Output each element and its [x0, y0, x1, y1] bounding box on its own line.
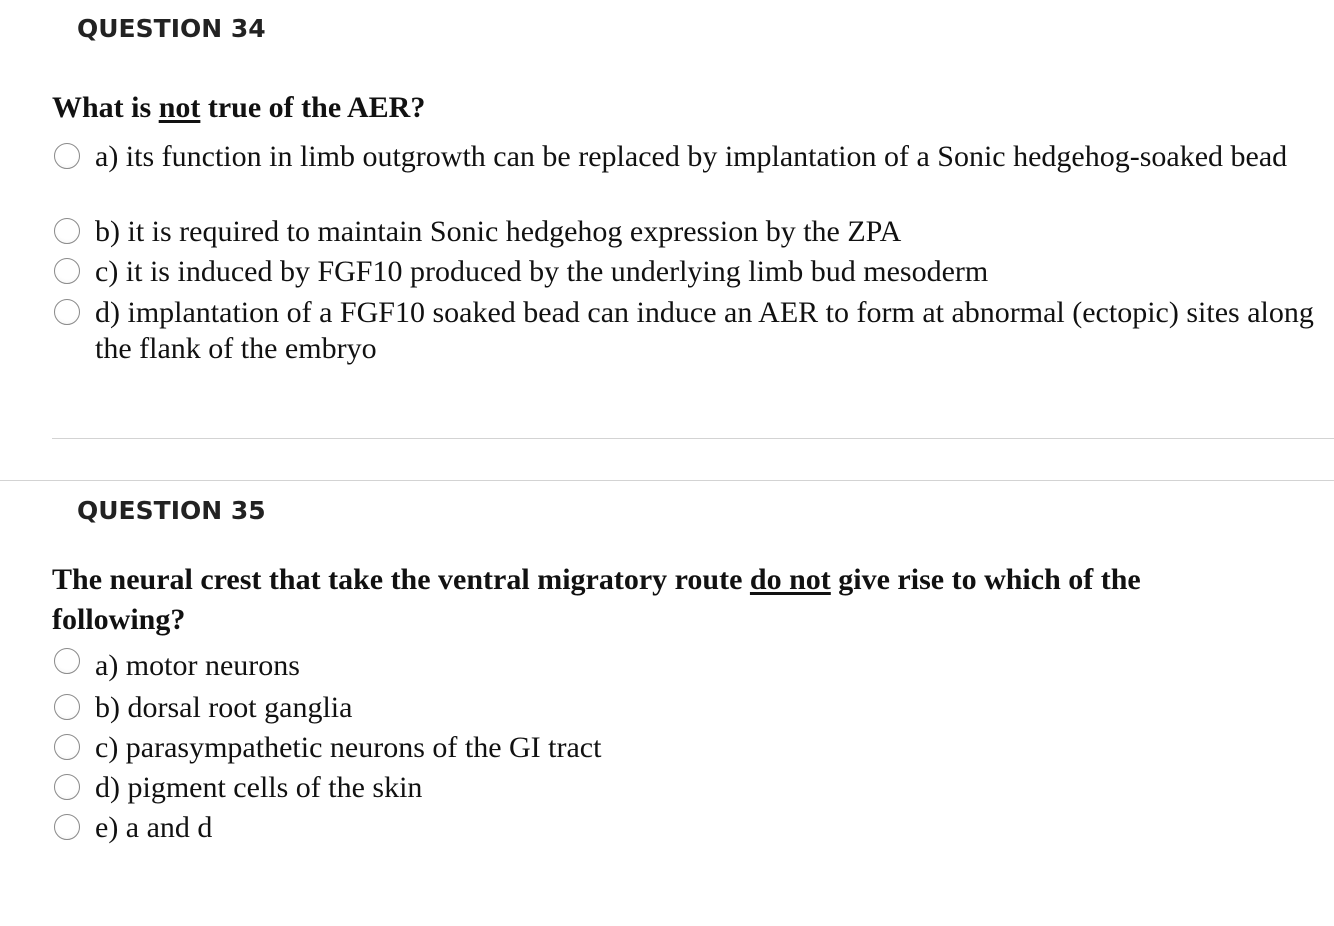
question-34-stem [52, 88, 1272, 128]
radio-button[interactable] [54, 299, 80, 325]
question-35-stem [52, 560, 1272, 640]
option-label: b) it is required to maintain Sonic hedgehog expression by the ZPA [95, 215, 902, 248]
q35-option-d[interactable] [54, 770, 1324, 806]
option-label: a) motor neurons [95, 649, 300, 682]
radio-button[interactable] [54, 734, 80, 760]
option-label: e) a and d [95, 811, 213, 844]
stem-emphasis: not [158, 91, 201, 124]
q34-option-a[interactable] [54, 139, 1324, 175]
option-label: d) pigment cells of the skin [95, 771, 423, 804]
stem-text: What is [52, 91, 152, 124]
q34-option-d[interactable] [54, 295, 1324, 367]
q35-option-a[interactable] [54, 648, 1324, 684]
option-label: c) it is induced by FGF10 produced by the underlying limb bud mesoderm [95, 255, 989, 288]
divider [52, 438, 1334, 439]
q35-option-c[interactable] [54, 730, 1324, 766]
option-label: c) parasympathetic neurons of the GI tract [95, 731, 602, 764]
q35-option-e[interactable] [54, 810, 1324, 846]
question-35-header: QUESTION 35 [77, 496, 266, 525]
radio-button[interactable] [54, 814, 80, 840]
q34-option-b[interactable] [54, 214, 1324, 250]
radio-button[interactable] [54, 774, 80, 800]
radio-button[interactable] [54, 143, 80, 169]
radio-button[interactable] [54, 218, 80, 244]
q34-option-c[interactable] [54, 254, 1324, 290]
stem-text: true of the AER? [207, 91, 426, 124]
question-34-header: QUESTION 34 [77, 14, 266, 43]
divider [0, 480, 1334, 481]
stem-text: The neural crest that take the ventral migratory route [52, 563, 743, 596]
option-label: b) dorsal root ganglia [95, 691, 353, 724]
q35-option-b[interactable] [54, 690, 1324, 726]
radio-button[interactable] [54, 648, 80, 674]
option-label: d) implantation of a FGF10 soaked bead can induce an AER to form at abnormal (ectopic) sites along the flank of the embryo [95, 296, 1314, 365]
stem-emphasis: do not [749, 563, 831, 596]
option-label: a) its function in limb outgrowth can be replaced by implantation of a Sonic hedgehog-soaked bead [95, 140, 1288, 173]
radio-button[interactable] [54, 258, 80, 284]
radio-button[interactable] [54, 694, 80, 720]
stem-text: give rise to which of the following? [52, 563, 1141, 636]
